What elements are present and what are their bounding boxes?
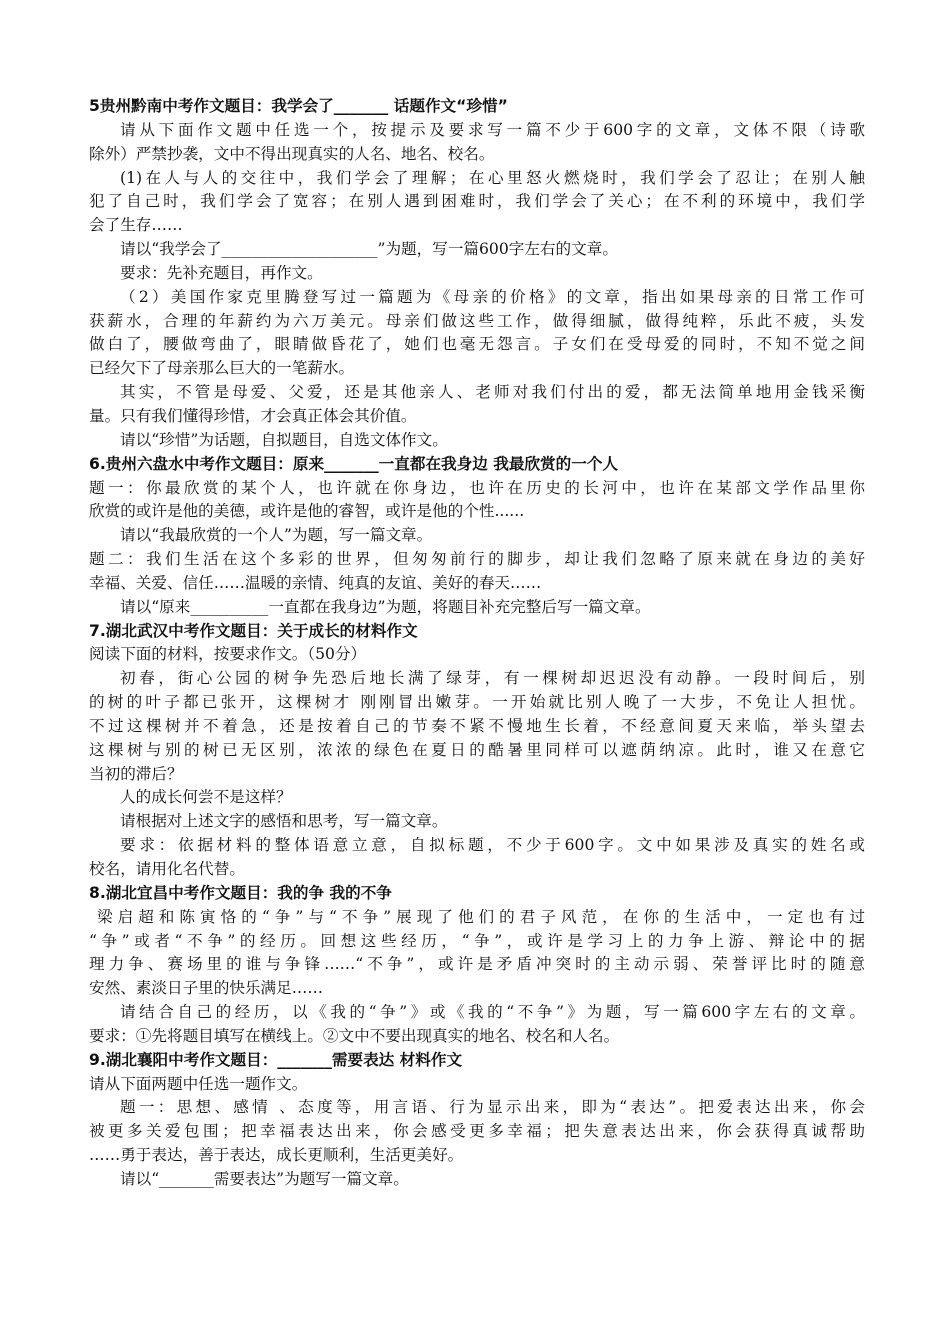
text-line: 请结合自己的经历，以《我的“争”》或《我的“不争”》为题，写一篇600字左右的文章。 (120, 1003, 865, 1022)
text-line: 会了生存…… (89, 216, 183, 235)
text-line: 请以“珍惜”为话题，自拟题目，自选文体作文。 (120, 430, 448, 449)
text-line: 犯了自己时，我们学会了宽容；在别人遇到困难时，我们学会了关心；在不利的环境中，我们学 (89, 192, 865, 211)
text-line: 安然、素淡日子里的快乐满足…… (89, 979, 323, 998)
text-line: 除外）严禁抄袭，文中不得出现真实的人名、地名、校名。 (89, 144, 495, 163)
text-line: 不过这棵树并不着急，还是按着自己的节奏不紧不慢地生长着，不经意间夏天来临，举头望去 (89, 716, 865, 735)
text-line: 初春，街心公园的树争先恐后地长满了绿芽，有一棵树却迟迟没有动静。一段时间后，别 (120, 669, 865, 688)
text-line: （2）美国作家克里腾登写过一篇题为《母亲的价格》的文章，指出如果母亲的日常工作可 (120, 287, 865, 306)
text-line: 获薪水，合理的年薪约为六万美元。母亲们做这些工作，做得细腻，做得纯粹，乐此不疲，头发 (89, 311, 865, 330)
document-body (89, 95, 865, 1192)
section-heading: 7.湖北武汉中考作文题目：关于成长的材料作文 (89, 621, 418, 640)
text-line: 要求：先补充题目，再作文。 (120, 263, 323, 282)
text-line: 已经欠下了母亲那么巨大的一笔薪水。 (89, 359, 355, 378)
text-line: 的树的叶子都已张开，这棵树才 刚刚冒出嫩芽。一开始就比别人晚了一大步，不免让人担忧。 (89, 693, 865, 712)
text-line: 请从下面作文题中任选一个，按提示及要求写一篇不少于600字的文章，文体不限（诗歌 (120, 120, 865, 139)
text-line: 要求：依据材料的整体语意立意，自拟标题，不少于600字。文中如果涉及真实的姓名或 (120, 836, 865, 855)
text-line: 请从下面两题中任选一题作文。 (89, 1074, 308, 1093)
text-line: 请以“原来__________一直都在我身边”为题，将题目补充完整后写一篇文章。 (120, 597, 651, 616)
text-line: 请根据对上述文字的感悟和思考，写一篇文章。 (120, 812, 448, 831)
text-line: 题一：思想、感情 、态度等，用言语、行为显示出来，即为“表达”。把爱表达出来，你会 (120, 1098, 865, 1117)
text-line: 请以“我最欣赏的一个人”为题，写一篇文章。 (120, 526, 433, 545)
text-line: 量。只有我们懂得珍惜，才会真正体会其价值。 (89, 406, 417, 425)
text-line: 理力争、赛场里的谁与争锋……“不争”，或许是矛盾冲突时的主动示弱、荣誉评比时的随意 (89, 955, 865, 974)
text-line: 其实，不管是母爱、父爱，还是其他亲人、老师对我们付出的爱，都无法简单地用金钱采衡 (120, 383, 865, 402)
section-heading: 9.湖北襄阳中考作文题目：_______需要表达 材料作文 (89, 1050, 463, 1069)
text-line: 做白了，腰做弯曲了，眼睛做昏花了，她们也毫无怨言。子女们在受母爱的同时，不知不觉之间 (89, 335, 865, 354)
text-line: 请以“_______需要表达”为题写一篇文章。 (120, 1169, 409, 1188)
text-line: 欣赏的或许是他的美德，或许是他的睿智，或许是他的个性...... (89, 502, 525, 521)
text-line: 请以“我学会了____________________”为题，写一篇600字左右的文章。 (120, 240, 618, 259)
text-line: 梁启超和陈寅恪的“争”与“不争”展现了他们的君子风范，在你的生活中，一定也有过 (97, 907, 865, 926)
section-heading: 6.贵州六盘水中考作文题目：原来_______一直都在我身边 我最欣赏的一个人 (89, 454, 619, 473)
text-line: 当初的滞后？ (89, 764, 183, 783)
text-line: ……勇于表达，善于表达，成长更顺利，生活更美好。 (89, 1146, 464, 1165)
text-line: 要求：①先将题目填写在横线上。②文中不要出现真实的地名、校名和人名。 (89, 1026, 620, 1045)
text-line: 幸福、关爱、信任……温暖的亲情、纯真的友谊、美好的春天…… (89, 573, 542, 592)
text-line: 校名，请用化名代替。 (89, 860, 245, 878)
text-line: “争”或者“不争”的经历。回想这些经历，“争”，或许是学习上的力争上游、辩论中的据 (89, 931, 865, 950)
text-line: 被更多关爱包围；把幸福表达出来，你会感受更多幸福；把失意表达出来，你会获得真诚帮助 (89, 1122, 865, 1141)
text-line: 题一：你最欣赏的某个人，也许就在你身边，也许在历史的长河中，也许在某部文学作品里你 (89, 478, 865, 497)
text-line: 这棵树与别的树已无区别，浓浓的绿色在夏日的酷暑里同样可以遮荫纳凉。此时，谁又在意它 (89, 740, 865, 759)
section-heading: 8.湖北宜昌中考作文题目：我的争 我的不争 (89, 883, 392, 902)
text-line: 题二：我们生活在这个多彩的世界，但匆匆前行的脚步，却让我们忽略了原来就在身边的美好 (89, 550, 865, 569)
section-heading: 5贵州黔南中考作文题目：我学会了_______ 话题作文“珍惜” (89, 97, 508, 115)
text-line: 人的成长何尝不是这样？ (120, 788, 292, 807)
text-line: (1)在人与人的交往中，我们学会了理解；在心里怒火燃烧时，我们学会了忍让；在别人触 (120, 168, 865, 187)
text-line: 阅读下面的材料，按要求作文。（50分） (89, 645, 367, 664)
